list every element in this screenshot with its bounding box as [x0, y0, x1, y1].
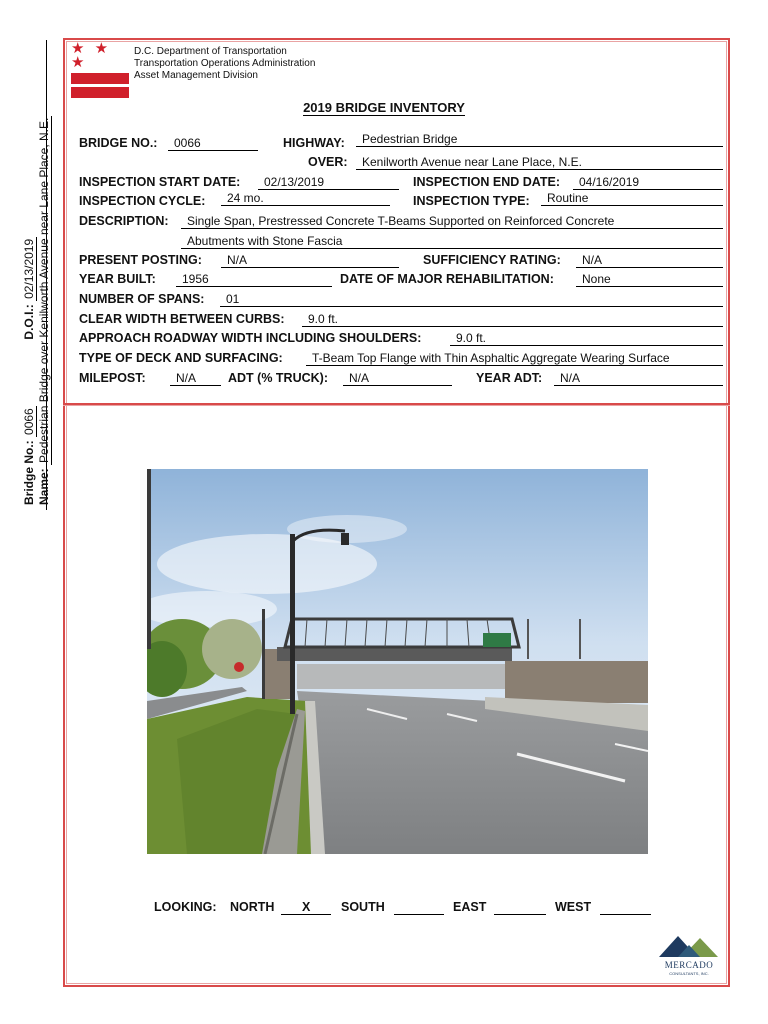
- over-value: Kenilworth Avenue near Lane Place, N.E.: [356, 155, 723, 170]
- adt-truck-label: ADT (% TRUCK):: [228, 371, 328, 385]
- agency-line1: D.C. Department of Transportation: [134, 46, 287, 57]
- year-adt-value: N/A: [554, 371, 723, 386]
- type-value: Routine: [541, 191, 723, 206]
- spans-label: NUMBER OF SPANS:: [79, 292, 205, 306]
- description-label: DESCRIPTION:: [79, 214, 169, 228]
- north-blank: [281, 914, 331, 915]
- approach-label: APPROACH ROADWAY WIDTH INCLUDING SHOULDERS:: [79, 331, 422, 345]
- year-built-label: YEAR BUILT:: [79, 272, 156, 286]
- year-built-value: 1956: [176, 272, 332, 287]
- east-label: EAST: [453, 900, 487, 914]
- sidebar-text: [22, 116, 52, 505]
- posting-label: PRESENT POSTING:: [79, 253, 202, 267]
- dc-flag-logo: [71, 42, 131, 86]
- type-label: INSPECTION TYPE:: [413, 194, 530, 208]
- adt-truck-value: N/A: [343, 371, 452, 386]
- sidebar-doi: 02/13/2019: [22, 238, 36, 299]
- rehab-label: DATE OF MAJOR REHABILITATION:: [340, 272, 554, 286]
- end-date-label: INSPECTION END DATE:: [413, 175, 560, 189]
- highway-label: HIGHWAY:: [283, 136, 345, 150]
- north-mark: X: [302, 900, 311, 914]
- spans-value: 01: [220, 292, 723, 307]
- rehab-value: None: [576, 272, 723, 287]
- milepost-value: N/A: [170, 371, 221, 386]
- stars-icon: ★ ★ ★: [71, 40, 112, 71]
- deck-label: TYPE OF DECK AND SURFACING:: [79, 351, 283, 365]
- cycle-value: 24 mo.: [221, 191, 390, 206]
- agency-block: [134, 46, 315, 82]
- description-line2: Abutments with Stone Fascia: [181, 234, 723, 249]
- agency-line2: Transportation Operations Administration: [134, 58, 316, 69]
- highway-value: Pedestrian Bridge: [356, 132, 723, 147]
- north-label: NORTH: [230, 900, 275, 914]
- sidebar-bridge-no: 0066: [22, 408, 36, 435]
- south-blank: [394, 914, 444, 915]
- clear-width-value: 9.0 ft.: [302, 312, 723, 327]
- vertical-sidebar: [0, 0, 60, 1024]
- sidebar-doi-label: D.O.I.:: [22, 304, 36, 340]
- year-adt-label: YEAR ADT:: [476, 371, 543, 385]
- sufficiency-value: N/A: [576, 253, 723, 268]
- end-date-value: 04/16/2019: [573, 175, 723, 190]
- description-line1: Single Span, Prestressed Concrete T-Beams Supported on Reinforced Concrete: [181, 214, 723, 229]
- west-blank: [600, 914, 651, 915]
- start-date-label: INSPECTION START DATE:: [79, 175, 241, 189]
- mercado-name: MERCADO: [664, 960, 714, 970]
- east-blank: [494, 914, 546, 915]
- over-label: OVER:: [308, 155, 348, 169]
- flag-bar-top: [71, 73, 129, 84]
- mercado-sub: CONSULTANTS, INC.: [669, 971, 709, 976]
- sidebar-bridge-label: Bridge No.:: [22, 440, 36, 505]
- bridge-no-value: 0066: [168, 136, 258, 151]
- cycle-label: INSPECTION CYCLE:: [79, 194, 206, 208]
- west-label: WEST: [555, 900, 592, 914]
- title-text: 2019 BRIDGE INVENTORY: [303, 100, 465, 115]
- agency-line3: Asset Management Division: [134, 70, 258, 81]
- deck-value: T-Beam Top Flange with Thin Asphaltic Aggregate Wearing Surface: [306, 351, 723, 366]
- bridge-no-label: BRIDGE NO.:: [79, 136, 158, 150]
- sufficiency-label: SUFFICIENCY RATING:: [423, 253, 561, 267]
- approach-value: 9.0 ft.: [450, 331, 723, 346]
- sidebar-name: Pedestrian Bridge over Kenilworth Avenue near Lane Place, N.E.: [37, 117, 51, 463]
- section-divider: [63, 403, 730, 406]
- flag-bar-bottom: [71, 87, 129, 98]
- south-label: SOUTH: [341, 900, 385, 914]
- looking-label: LOOKING:: [154, 900, 217, 914]
- posting-value: N/A: [221, 253, 399, 268]
- milepost-label: MILEPOST:: [79, 371, 146, 385]
- start-date-value: 02/13/2019: [258, 175, 399, 190]
- clear-width-label: CLEAR WIDTH BETWEEN CURBS:: [79, 312, 285, 326]
- bridge-photo: [147, 469, 648, 854]
- document-title: [0, 99, 768, 117]
- sidebar-name-label: Name:: [37, 468, 51, 505]
